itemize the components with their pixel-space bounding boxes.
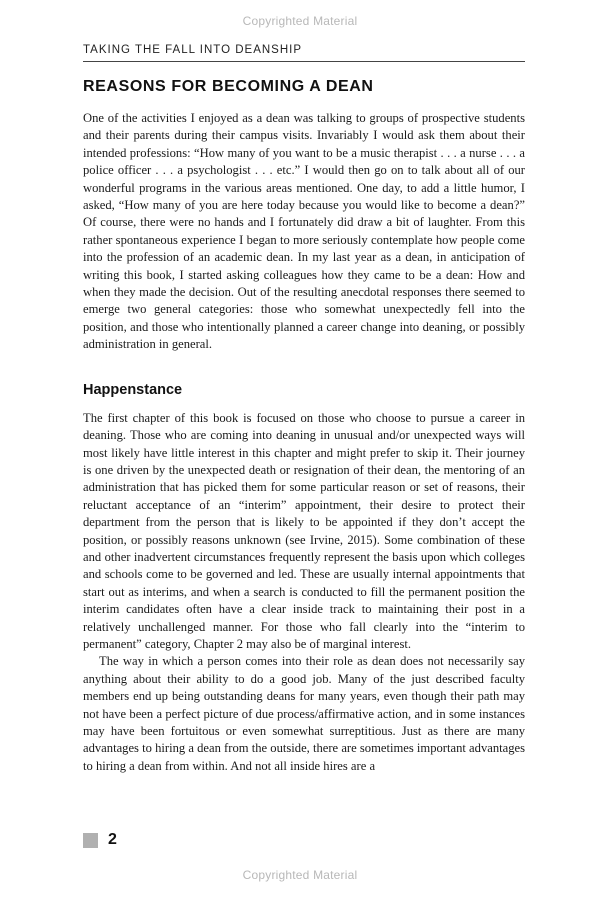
copyright-watermark-bottom: Copyrighted Material [242, 868, 358, 882]
header-rule [83, 61, 525, 62]
subsection-paragraph-1: The first chapter of this book is focused on those who choose to pursue a career in deaning. Those who are coming into deaning in unusual and/or unexpected ways will most likely have little interest in this chapter and might prefer to skip it. Their journey is one driven by the unexpected death or resignation of their dean, the mentoring of an administration that has picked them for some particular reason or set of reasons, their reluctant acceptance of an “interim” appointment, their desire to protect their department from the person that is likely to be appointed if they don’t accept the position, or possibly reasons unknown (see Irvine, 2015). Some combination of these and other inadvertent circumstances frequently represent the basis upon which colleges and schools come to be governed and led. These are usually internal appointments that start out as interims, and when a search is conducted to fill the permanent position the interim candidates often have a clear inside track to maintaining their post in a relatively unchallenged manner. For those who fall clearly into the “interim to permanent” category, Chapter 2 may also be of marginal interest. [83, 410, 525, 651]
running-head: TAKING THE FALL INTO DEANSHIP [83, 44, 303, 56]
section-paragraph: One of the activities I enjoyed as a dean was talking to groups of prospective students and their parents during their campus visits. Invariably I would ask them about their intended professions: “How many of you want to be a music therapist . . . a nurse . . . a police officer . . . a psychologist . . . etc.” I would then go on to talk about all of our wonderful programs in the various areas mentioned. One day, to add a little humor, I asked, “How many of you are here today because you would like to become a dean?” Of course, there were no hands and I fortunately did draw a bit of laughter. From this rather spontaneous experience I began to more seriously contemplate how people come into the profession of an academic dean. In my last year as a dean, in anticipation of writing this book, I started asking colleagues how they came to be a dean: How and when they made the decision. Out of the resulting anecdotal responses there seemed to emerge two general categories: those who somewhat unexpectedly fell into the position, and those who intentionally planned a career change into deaning, or possibly administration in general. [83, 111, 525, 352]
page-body [83, 76, 525, 775]
subsection-heading: Happenstance [83, 381, 183, 398]
subsection-paragraph-2: The way in which a person comes into their role as dean does not necessarily say anything about their ability to do a good job. Many of the just described faculty members end up being outstanding deans for many years, even though their path may not have been a perfect picture of due process/affirmative action, and in some instances may have been fortuitous or even somewhat surreptitious. Just as there are many advantages to hiring a dean from the outside, there are sometimes important advantages to hiring a dean from within. And not all inside hires are a [83, 654, 525, 773]
page-marker-square-icon [83, 833, 98, 848]
page-footer [83, 831, 117, 849]
section-heading: REASONS FOR BECOMING A DEAN [83, 78, 374, 95]
copyright-watermark-top: Copyrighted Material [242, 14, 358, 28]
page-number: 2 [108, 831, 117, 849]
